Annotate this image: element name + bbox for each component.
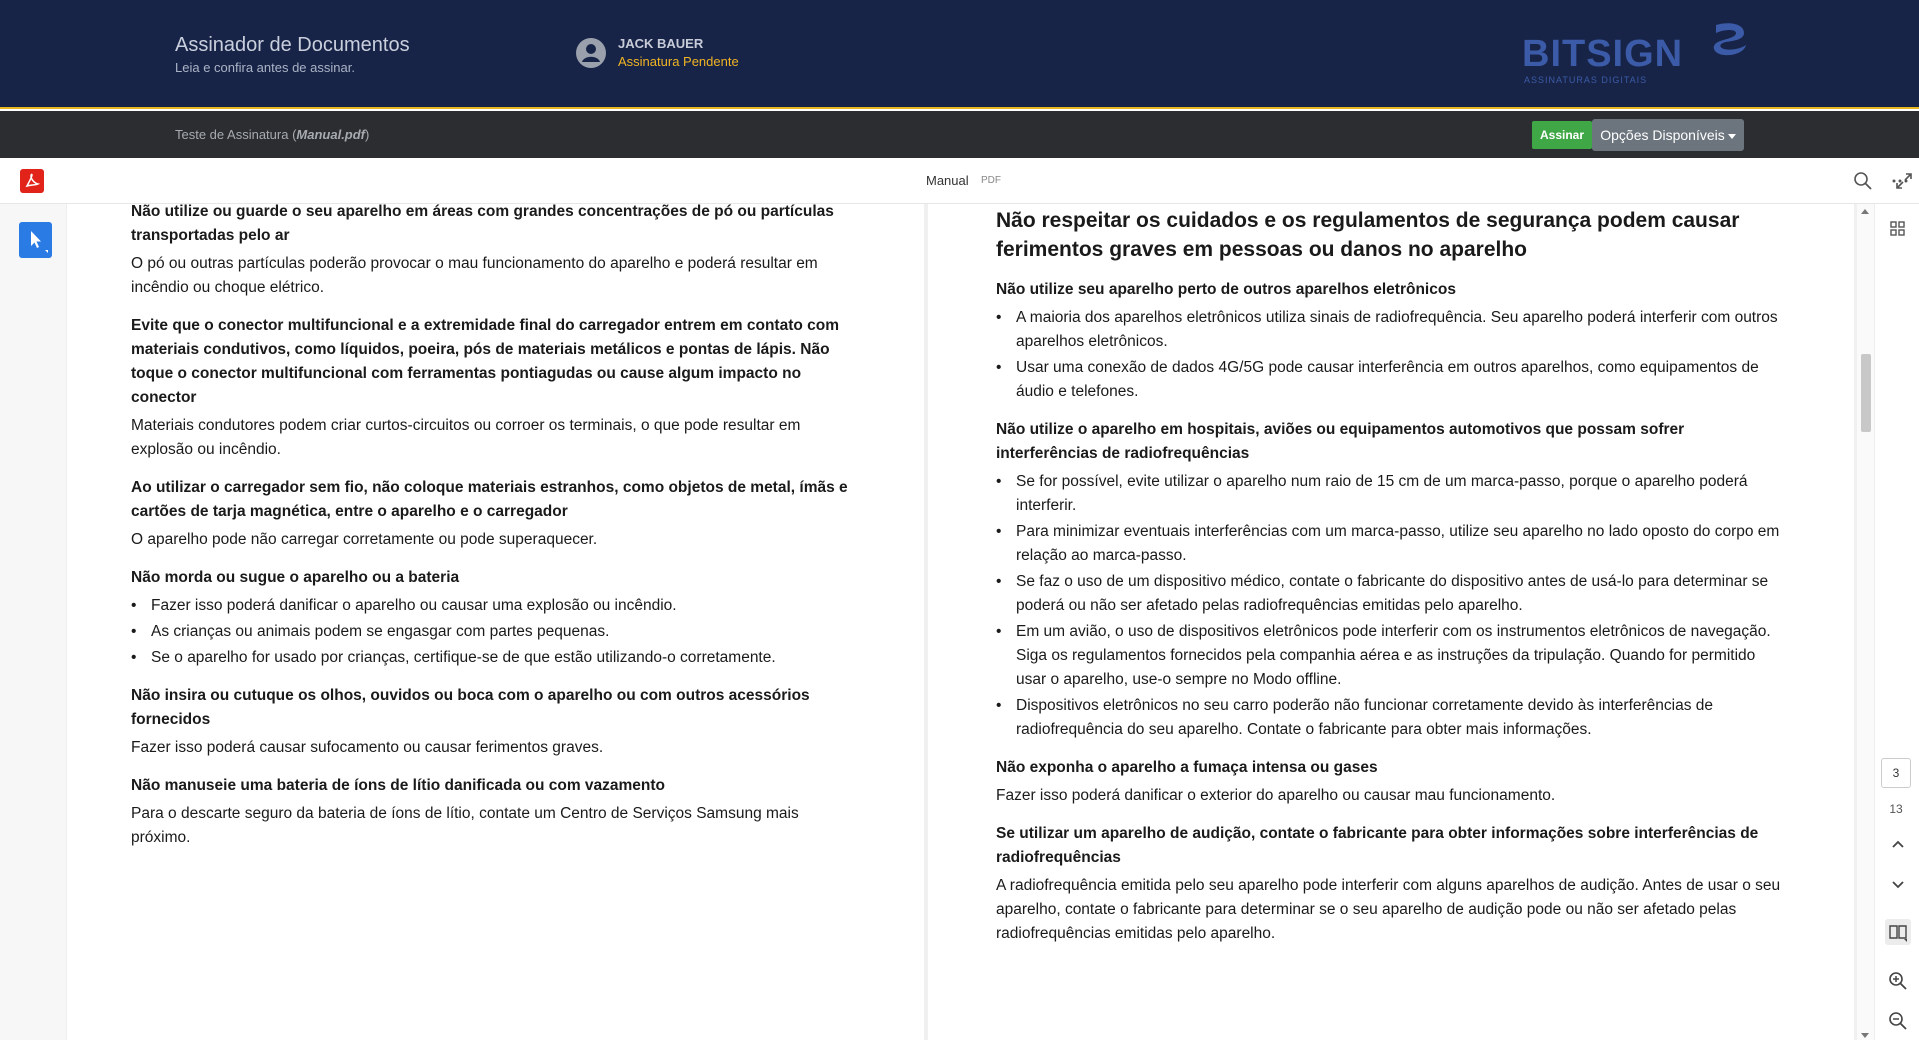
page-section-title: Não respeitar os cuidados e os regulamentos de segurança podem causar ferimentos graves em pessoas ou danos no aparelho (996, 209, 1740, 261)
list-item: • Dispositivos eletrônicos no seu carro poderão não funcionar corretamente devido às interferências de radiofrequência do seu aparelho. Contate o fabricante para obter mais informações. (996, 694, 1781, 742)
logo-tagline: ASSINATURAS DIGITAIS (1524, 75, 1648, 85)
section-text: O aparelho pode não carregar corretamente ou pode superaquecer. (131, 531, 598, 548)
logo-text: BITSIGN (1522, 33, 1684, 75)
chevron-up-icon[interactable] (1887, 833, 1909, 855)
user-name: JACK BAUER (618, 36, 704, 51)
fullscreen-icon[interactable] (1893, 170, 1915, 192)
bullet-list (996, 306, 1781, 404)
search-icon[interactable] (1852, 170, 1874, 192)
thumbnails-grid-icon[interactable] (1887, 218, 1909, 240)
section-heading: Ao utilizar o carregador sem fio, não coloque materiais estranhos, como objetos de metal, ímãs e cartões de tarja magnética, entre o aparelho e o carregador (131, 479, 848, 520)
zoom-out-icon[interactable] (1887, 1010, 1909, 1032)
list-item: • Se faz o uso de um dispositivo médico, contate o fabricante do dispositivo antes de usá-lo para determinar se poderá ou não ser afetado pelas radiofrequências emitidas pelo aparelho. (996, 570, 1781, 618)
select-tool-button[interactable] (19, 222, 52, 258)
section-heading: Se utilizar um aparelho de audição, contate o fabricante para obter informações sobre interferências de radiofrequências (996, 825, 1759, 866)
section-heading: Não exponha o aparelho a fumaça intensa ou gases (996, 759, 1378, 776)
chevron-down-icon[interactable] (1887, 873, 1909, 895)
list-item: • Para minimizar eventuais interferências com um marca-passo, utilize seu aparelho no lado oposto do corpo em relação ao marca-passo. (996, 520, 1781, 568)
section-text: Fazer isso poderá causar sufocamento ou causar ferimentos graves. (131, 739, 604, 756)
scroll-up-arrow-icon[interactable] (1861, 209, 1869, 214)
current-page-input[interactable]: 3 (1881, 758, 1911, 788)
section-heading: Não manuseie uma bateria de íons de lítio danificada ou com vazamento (131, 777, 666, 794)
list-item: • A maioria dos aparelhos eletrônicos utiliza sinais de radiofrequência. Seu aparelho poderá interferir com outros aparelhos eletrônicos. (996, 306, 1781, 354)
document-viewport[interactable] (67, 204, 1874, 1040)
list-item: • Fazer isso poderá danificar o aparelho ou causar uma explosão ou incêndio. (131, 594, 861, 618)
app-subtitle: Leia e confira antes de assinar. (175, 60, 355, 75)
viewer-file-type: PDF (981, 175, 1001, 186)
section-text: Materiais condutores podem criar curtos-circuitos ou corroer os terminais, o que pode resultar em explosão ou incêndio. (131, 417, 801, 458)
total-pages: 13 (1889, 802, 1903, 816)
section-heading: Evite que o conector multifuncional e a extremidade final do carregador entrem em contato com materiais condutivos, como líquidos, poeira, pós de materiais metálicos e pontas de lápis. Não toque o conector multifuncional com ferramentas pontiagudas ou cause algum impacto no conector (131, 317, 839, 406)
cursor-icon (19, 222, 52, 258)
right-tool-rail (1874, 204, 1919, 1040)
document-toolbar (0, 111, 1919, 158)
viewer-toolbar (0, 158, 1919, 204)
scroll-down-arrow-icon[interactable] (1861, 1033, 1869, 1038)
section-heading: Não utilize ou guarde o seu aparelho em áreas com grandes concentrações de pó ou partículas transportadas pelo ar (131, 204, 834, 244)
app-title: Assinador de Documentos (175, 34, 410, 56)
list-item: • Em um avião, o uso de dispositivos eletrônicos pode interferir com os instrumentos eletrônicos de navegação. Siga os regulamentos fornecidos pela companhia aérea e as instruções da tripulação. Quando for permitido usar o aparelho, use-o sempre no Modo offline. (996, 620, 1781, 692)
section-text: A radiofrequência emitida pelo seu aparelho pode interferir com alguns aparelhos de audição. Antes de usar o seu aparelho, contate o fabricante para determinar se o seu aparelho de audição pode ou não ser afetado pelas radiofrequências emitidas pelo aparelho. (996, 877, 1781, 942)
document-label: Teste de Assinatura (Manual.pdf) (175, 127, 370, 142)
scrollbar-thumb[interactable] (1861, 354, 1871, 432)
list-item: • As crianças ou animais podem se engasgar com partes pequenas. (131, 620, 861, 644)
document-scrollbar[interactable] (1857, 204, 1874, 1040)
caret-down-icon (1728, 134, 1736, 139)
section-text: O pó ou outras partículas poderão provocar o mau funcionamento do aparelho e poderá resultar em incêndio ou choque elétrico. (131, 255, 818, 296)
pdf-page-left (67, 204, 924, 1040)
section-heading: Não utilize seu aparelho perto de outros aparelhos eletrônicos (996, 281, 1456, 298)
document-filename: Manual.pdf (296, 127, 366, 142)
options-dropdown-button[interactable]: Opções Disponíveis (1592, 119, 1744, 151)
bitsign-logo (1520, 20, 1750, 90)
section-heading: Não insira ou cutuque os olhos, ouvidos ou boca com o aparelho ou com outros acessórios fornecidos (131, 687, 810, 728)
list-item: • Se for possível, evite utilizar o aparelho num raio de 15 cm de um marca-passo, porque o aparelho poderá interferir. (996, 470, 1781, 518)
section-text: Fazer isso poderá danificar o exterior do aparelho ou causar mau funcionamento. (996, 787, 1556, 804)
pdf-page-right (928, 204, 1854, 1040)
bullet-list (131, 594, 861, 670)
signature-status: Assinatura Pendente (618, 54, 739, 69)
zoom-in-icon[interactable] (1887, 970, 1909, 992)
list-item: • Usar uma conexão de dados 4G/5G pode causar interferência em outros aparelhos, como equipamentos de áudio e telefones. (996, 356, 1781, 404)
left-tool-rail (0, 204, 67, 1040)
user-avatar-icon (576, 38, 606, 68)
section-heading: Não utilize o aparelho em hospitais, aviões ou equipamentos automotivos que possam sofrer interferências de radiofrequências (996, 421, 1685, 462)
section-heading: Não morda ou sugue o aparelho ou a bateria (131, 569, 460, 586)
section-text: Para o descarte seguro da bateria de íons de lítio, contate um Centro de Serviços Samsung mais próximo. (131, 805, 799, 846)
list-item: • Se o aparelho for usado por crianças, certifique-se de que estão utilizando-o corretamente. (131, 646, 861, 670)
sign-button[interactable]: Assinar (1532, 121, 1592, 149)
pdf-app-icon (20, 169, 44, 193)
app-header (0, 0, 1919, 109)
page-view-mode-icon[interactable] (1885, 919, 1911, 945)
viewer-file-name: Manual (926, 173, 969, 188)
bullet-list (996, 470, 1781, 742)
